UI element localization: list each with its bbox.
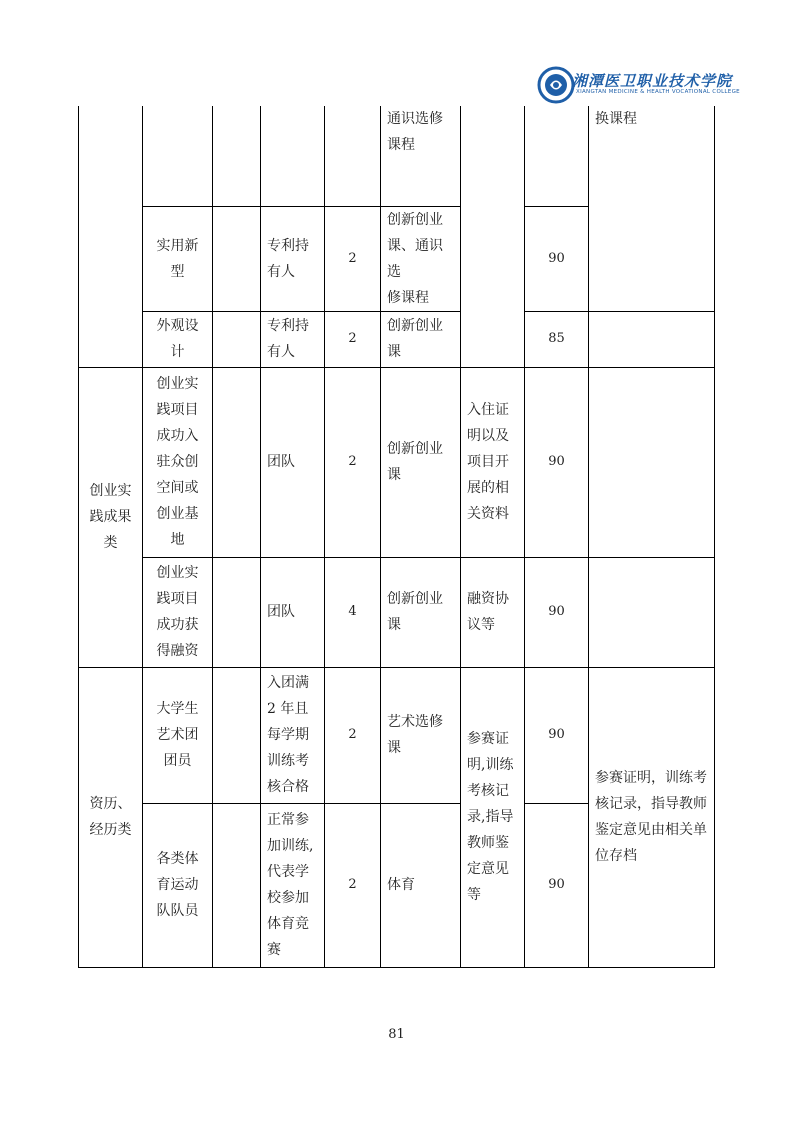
holder-cell: 专利持 有人 [261,206,325,311]
holder-cell: 正常参 加训练, 代表学 校参加 体育竞 赛 [261,803,325,967]
item-cell: 外观设 计 [143,311,213,367]
course-cell: 创新创业 课 [381,311,461,367]
material-cell [461,106,525,367]
credit-cell: 2 [325,803,381,967]
credit-cell: 4 [325,557,381,667]
course-cell: 体育 [381,803,461,967]
score-cell: 90 [525,206,589,311]
college-english-name: XIANGTAN MEDICINE & HEALTH VOCATIONAL COLLEGE [576,89,740,95]
item-cell: 创业实 践项目 成功入 驻众创 空间或 创业基 地 [143,367,213,557]
item-cell: 创业实 践项目 成功获 得融资 [143,557,213,667]
holder-cell: 团队 [261,557,325,667]
item-cell: 大学生 艺术团 团员 [143,667,213,803]
holder-cell: 专利持 有人 [261,311,325,367]
category-cell: 资历、 经历类 [79,667,143,967]
course-cell: 创新创业 课、通识选 修课程 [381,206,461,311]
score-cell: 90 [525,367,589,557]
credit-cell: 2 [325,667,381,803]
score-cell: 90 [525,667,589,803]
credit-cell: 2 [325,311,381,367]
note-cell: 换课程 [589,106,715,311]
item-cell: 实用新 型 [143,206,213,311]
course-cell: 创新创业 课 [381,367,461,557]
material-cell: 参赛证 明,训练 考核记 录,指导 教师鉴 定意见 等 [461,667,525,967]
credit-cell: 2 [325,367,381,557]
course-cell: 通识选修 课程 [381,106,461,206]
course-cell: 创新创业 课 [381,557,461,667]
page-number: 81 [388,1027,405,1042]
college-name: 湘潭医卫职业技术学院 [572,72,733,90]
holder-cell: 入团满 2 年且 每学期 训练考 核合格 [261,667,325,803]
holder-cell: 团队 [261,367,325,557]
course-cell: 艺术选修 课 [381,667,461,803]
credit-cell: 2 [325,206,381,311]
category-cell [79,106,143,367]
credit-table [78,106,715,968]
material-cell: 入住证 明以及 项目开 展的相 关资料 [461,367,525,557]
material-cell: 融资协 议等 [461,557,525,667]
score-cell: 90 [525,803,589,967]
score-cell: 90 [525,557,589,667]
category-cell: 创业实 践成果 类 [79,367,143,667]
item-cell: 各类体 育运动 队队员 [143,803,213,967]
score-cell: 85 [525,311,589,367]
note-cell: 参赛证明，训练考 核记录，指导教师 鉴定意见由相关单 位存档 [589,667,715,967]
